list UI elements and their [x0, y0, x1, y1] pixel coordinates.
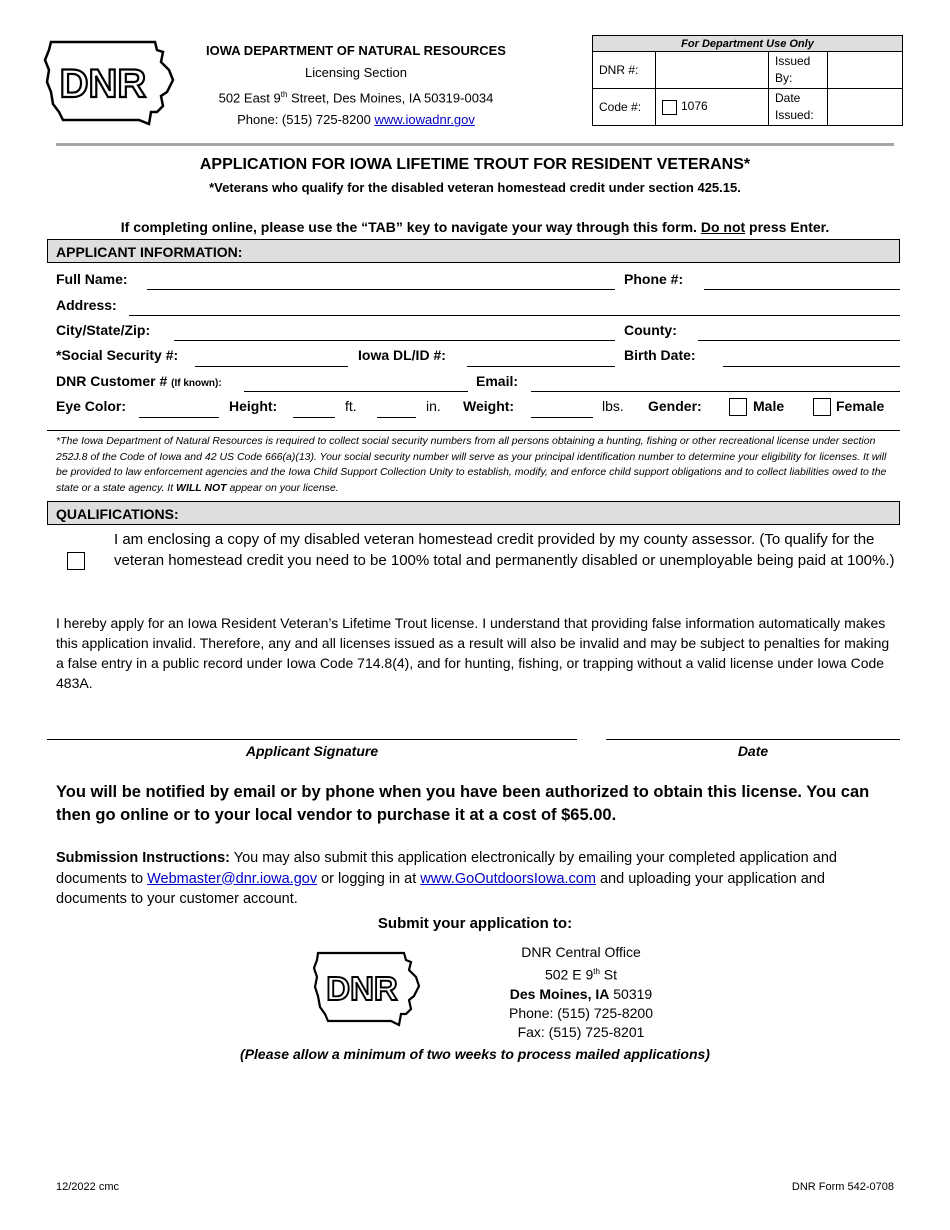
office-street: 502 E 9th St	[544, 966, 618, 983]
date-issued-field[interactable]	[828, 89, 903, 126]
weight-label: Weight:	[463, 398, 515, 414]
full-name-label: Full Name:	[56, 271, 128, 287]
dnr-number-field[interactable]	[656, 52, 769, 89]
header-divider	[56, 143, 894, 146]
org-phone: Phone: (515) 725-8200 www.iowadnr.gov	[237, 112, 475, 128]
org-section: Licensing Section	[305, 65, 407, 80]
office-fax: Fax: (515) 725-8201	[517, 1023, 645, 1040]
weight-field[interactable]	[531, 417, 593, 418]
code-number-label: Code #:	[593, 89, 656, 126]
homestead-credit-checkbox[interactable]	[67, 552, 85, 570]
signature-date-field[interactable]	[606, 739, 900, 740]
iowa-dl-field[interactable]	[467, 366, 615, 367]
department-use-table	[592, 35, 903, 126]
applicant-signature-label: Applicant Signature	[245, 743, 379, 759]
form-instructions: If completing online, please use the “TAB” key to navigate your way through this form. Do not press Enter.	[120, 219, 830, 235]
iowa-dl-label: Iowa DL/ID #:	[358, 347, 446, 363]
dept-use-title: For Department Use Only	[593, 36, 903, 52]
office-city: Des Moines, IA 50319	[509, 985, 653, 1002]
dnr-customer-field[interactable]	[244, 391, 468, 392]
logo-text: DNR	[59, 62, 147, 106]
issued-by-field[interactable]	[828, 52, 903, 89]
dnr-number-label: DNR #:	[593, 52, 656, 89]
go-outdoors-link[interactable]: www.GoOutdoorsIowa.com	[420, 870, 596, 887]
applicant-section-header: APPLICANT INFORMATION:	[47, 239, 900, 263]
male-label: Male	[753, 398, 785, 414]
processing-note: (Please allow a minimum of two weeks to process mailed applications)	[240, 1046, 710, 1062]
address-field[interactable]	[129, 315, 900, 316]
birth-date-field[interactable]	[723, 366, 900, 367]
form-subtitle: *Veterans who qualify for the disabled veteran homestead credit under section 425.15.	[209, 180, 741, 195]
eye-color-label: Eye Color:	[56, 398, 127, 414]
footer-form-number: DNR Form 542-0708	[791, 1181, 894, 1193]
issued-by-label: Issued By:	[769, 52, 828, 89]
qualifications-section-header: QUALIFICATIONS:	[47, 501, 900, 525]
footnote-divider	[47, 430, 900, 431]
county-field[interactable]	[698, 340, 900, 341]
org-address: 502 East 9th Street, Des Moines, IA 50319-0034	[218, 90, 494, 106]
phone-field[interactable]	[704, 289, 900, 290]
logo-text: DNR	[326, 970, 398, 1007]
height-feet-field[interactable]	[293, 417, 335, 418]
gender-label: Gender:	[648, 398, 702, 414]
date-issued-label: Date Issued:	[769, 89, 828, 126]
form-title: APPLICATION FOR IOWA LIFETIME TROUT FOR RESIDENT VETERANS*	[199, 156, 751, 173]
male-checkbox[interactable]	[729, 398, 747, 416]
ssn-footnote: *The Iowa Department of Natural Resources is required to collect social security numbers from all persons obtaining a hunting, fishing or other recreational license under section 252J.8 of the Code of Iowa and 42 US Code 666(a)(13). Your social security number will serve as your principal identification number to determine your eligibility for licenses. It will be provided to law enforcement agencies and the Iowa Child Support Collection Unity to establish, modify, and enforce child support obligations and to collect liabilities owed to the state or a state agency. It WILL NOT appear on your license.	[56, 435, 887, 494]
eye-color-field[interactable]	[139, 417, 219, 418]
code-checkbox[interactable]	[662, 100, 677, 115]
applicant-signature-field[interactable]	[47, 739, 577, 740]
city-state-zip-label: City/State/Zip:	[56, 322, 151, 338]
signature-date-label: Date	[737, 743, 769, 759]
declaration-text: I hereby apply for an Iowa Resident Veteran’s Lifetime Trout license. I understand that providing false information automatically makes this application invalid. Therefore, any and all licenses issued as a result will also be invalid and may be subject to penalties for making a false entry in a public record under Iowa Code 714.8(4), and for hunting, fishing, or trapping without a valid license under Iowa Code 483A.	[56, 615, 890, 691]
inches-unit: in.	[426, 398, 441, 414]
pounds-unit: lbs.	[602, 398, 624, 414]
authorization-notice: You will be notified by email or by phone when you have been authorized to obtain this license. You can then go online or to your local vendor to purchase it at a cost of $65.00.	[56, 783, 870, 824]
dnr-customer-label: DNR Customer # (If known):	[56, 373, 222, 389]
footer-date-code: 12/2022 cmc	[56, 1181, 119, 1193]
dnr-logo-bottom	[312, 951, 422, 1027]
full-name-field[interactable]	[147, 289, 615, 290]
email-label: Email:	[476, 373, 519, 389]
email-field[interactable]	[531, 391, 900, 392]
code-number-field	[656, 89, 769, 126]
height-inches-field[interactable]	[377, 417, 416, 418]
org-header	[186, 40, 526, 131]
phone-label: Phone #:	[624, 271, 684, 287]
office-name: DNR Central Office	[521, 944, 641, 960]
ssn-field[interactable]	[195, 366, 348, 367]
homestead-credit-text: I am enclosing a copy of my disabled veteran homestead credit provided by my county assessor. (To qualify for the veteran homestead credit you need to be 100% total and permanently disabled or unemployable being paid at 100%.)	[114, 531, 895, 569]
iowa-map-icon	[312, 951, 422, 1027]
submission-instructions: Submission Instructions: You may also submit this application electronically by emailing your completed application and documents to Webmaster@dnr.iowa.gov or logging in at www.GoOutdoorsIowa.com and uploading your application and documents to your customer account.	[56, 850, 837, 907]
org-name: IOWA DEPARTMENT OF NATURAL RESOURCES	[206, 43, 506, 58]
ssn-label: *Social Security #:	[56, 347, 179, 363]
code-value: 1076	[681, 99, 708, 114]
address-label: Address:	[56, 297, 117, 313]
county-label: County:	[624, 322, 677, 338]
feet-unit: ft.	[345, 398, 357, 414]
iowa-map-icon	[43, 40, 177, 126]
submit-to-heading: Submit your application to:	[377, 915, 573, 932]
webmaster-email-link[interactable]: Webmaster@dnr.iowa.gov	[147, 870, 318, 887]
dnr-logo	[43, 40, 177, 126]
office-phone: Phone: (515) 725-8200	[509, 1004, 653, 1021]
city-state-zip-field[interactable]	[174, 340, 615, 341]
female-label: Female	[836, 398, 885, 414]
female-checkbox[interactable]	[813, 398, 831, 416]
office-address-block	[486, 943, 676, 1042]
height-label: Height:	[229, 398, 278, 414]
website-link[interactable]: www.iowadnr.gov	[374, 112, 475, 128]
birth-date-label: Birth Date:	[624, 347, 696, 363]
